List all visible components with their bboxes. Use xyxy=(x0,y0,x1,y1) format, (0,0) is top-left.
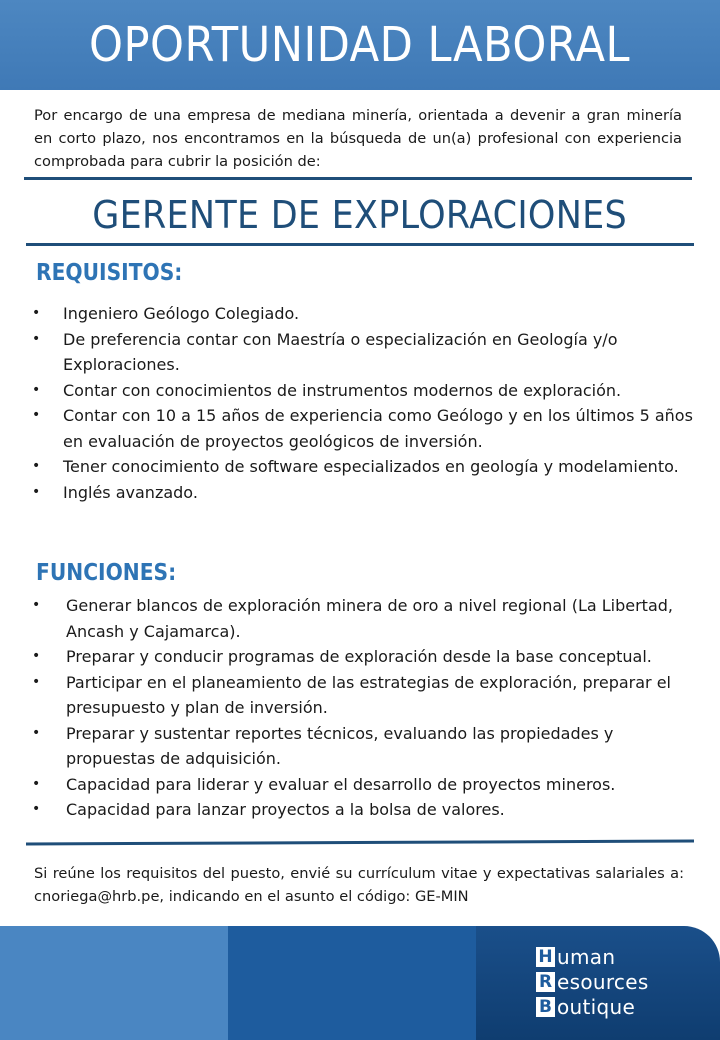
logo-row xyxy=(536,944,649,969)
bullet-icon: • xyxy=(32,381,41,398)
functions-list xyxy=(32,593,704,823)
position-title-text: GERENTE DE EXPLORACIONES xyxy=(92,193,628,237)
hrb-logo xyxy=(536,944,649,1019)
bullet-icon: • xyxy=(32,673,41,690)
footer-panel-left xyxy=(0,926,228,1040)
logo-letter-box: B xyxy=(536,997,555,1017)
divider-under-title xyxy=(26,243,694,246)
list-item xyxy=(32,327,702,378)
requirement-text: Ingeniero Geólogo Colegiado. xyxy=(63,304,300,323)
bullet-icon: • xyxy=(32,458,41,474)
list-item xyxy=(32,378,702,404)
application-instructions: Si reúne los requisitos del puesto, envié su currículum vitae y expectativas salariales a: cnoriega@hrb.pe, indicando en el asunto el código: GE-MIN xyxy=(34,865,684,905)
bullet-icon: • xyxy=(32,648,41,664)
functions-heading: FUNCIONES: xyxy=(36,560,177,586)
requirement-text: Contar con 10 a 15 años de experiencia como Geólogo y en los últimos 5 años en evaluación de proyectos geológicos de inversión. xyxy=(63,406,693,451)
bullet-icon: • xyxy=(32,330,41,347)
bullet-icon: • xyxy=(32,801,41,817)
divider-top xyxy=(24,177,692,180)
intro-paragraph: Por encargo de una empresa de mediana minería, orientada a devenir a gran minería en corto plazo, nos encontramos en la búsqueda de un(a) profesional con experiencia comprobada para cubrir la posición de: xyxy=(34,107,682,170)
logo-word: uman xyxy=(557,944,616,969)
function-text: Preparar y sustentar reportes técnicos, evaluando las propiedades y propuestas de adquisición. xyxy=(66,723,614,768)
function-text: Generar blancos de exploración minera de oro a nivel regional (La Libertad, Ancash y Cajamarca). xyxy=(66,596,673,641)
logo-letter-box: H xyxy=(536,947,555,967)
list-item xyxy=(32,670,704,721)
function-text: Participar en el planeamiento de las estrategias de exploración, preparar el presupuesto y plan de inversión. xyxy=(66,672,671,717)
requirements-heading: REQUISITOS: xyxy=(36,260,183,286)
logo-word: outique xyxy=(557,994,636,1019)
bullet-icon: • xyxy=(32,597,41,613)
position-title xyxy=(0,193,720,237)
list-item xyxy=(32,721,704,772)
list-item xyxy=(32,301,702,327)
requirement-text: Contar con conocimientos de instrumentos modernos de exploración. xyxy=(63,380,622,400)
divider-bottom xyxy=(26,840,694,846)
requirement-text: Inglés avanzado. xyxy=(63,482,198,502)
logo-row xyxy=(536,994,649,1019)
bullet-icon: • xyxy=(32,407,41,423)
list-item xyxy=(32,644,704,670)
list-item xyxy=(32,454,702,480)
requirements-list xyxy=(32,301,702,505)
requirement-text: De preferencia contar con Maestría o especialización en Geología y/o Exploraciones. xyxy=(63,329,618,374)
function-text: Capacidad para liderar y evaluar el desarrollo de proyectos mineros. xyxy=(66,774,616,794)
list-item xyxy=(32,480,702,506)
logo-word: esources xyxy=(557,969,649,994)
requirement-text: Tener conocimiento de software especializados en geología y modelamiento. xyxy=(63,457,679,476)
page-title: OPORTUNIDAD LABORAL xyxy=(89,17,631,73)
bullet-icon: • xyxy=(32,483,41,500)
list-item xyxy=(32,772,704,798)
header-banner xyxy=(0,0,720,90)
bullet-icon: • xyxy=(32,775,41,792)
list-item xyxy=(32,797,704,823)
bullet-icon: • xyxy=(32,305,41,321)
function-text: Capacidad para lanzar proyectos a la bolsa de valores. xyxy=(66,800,505,819)
function-text: Preparar y conducir programas de exploración desde la base conceptual. xyxy=(66,647,652,666)
bullet-icon: • xyxy=(32,724,41,741)
logo-row xyxy=(536,969,649,994)
logo-letter-box: R xyxy=(536,972,555,992)
list-item xyxy=(32,593,704,644)
list-item xyxy=(32,403,702,454)
footer-panel-middle xyxy=(228,926,476,1040)
